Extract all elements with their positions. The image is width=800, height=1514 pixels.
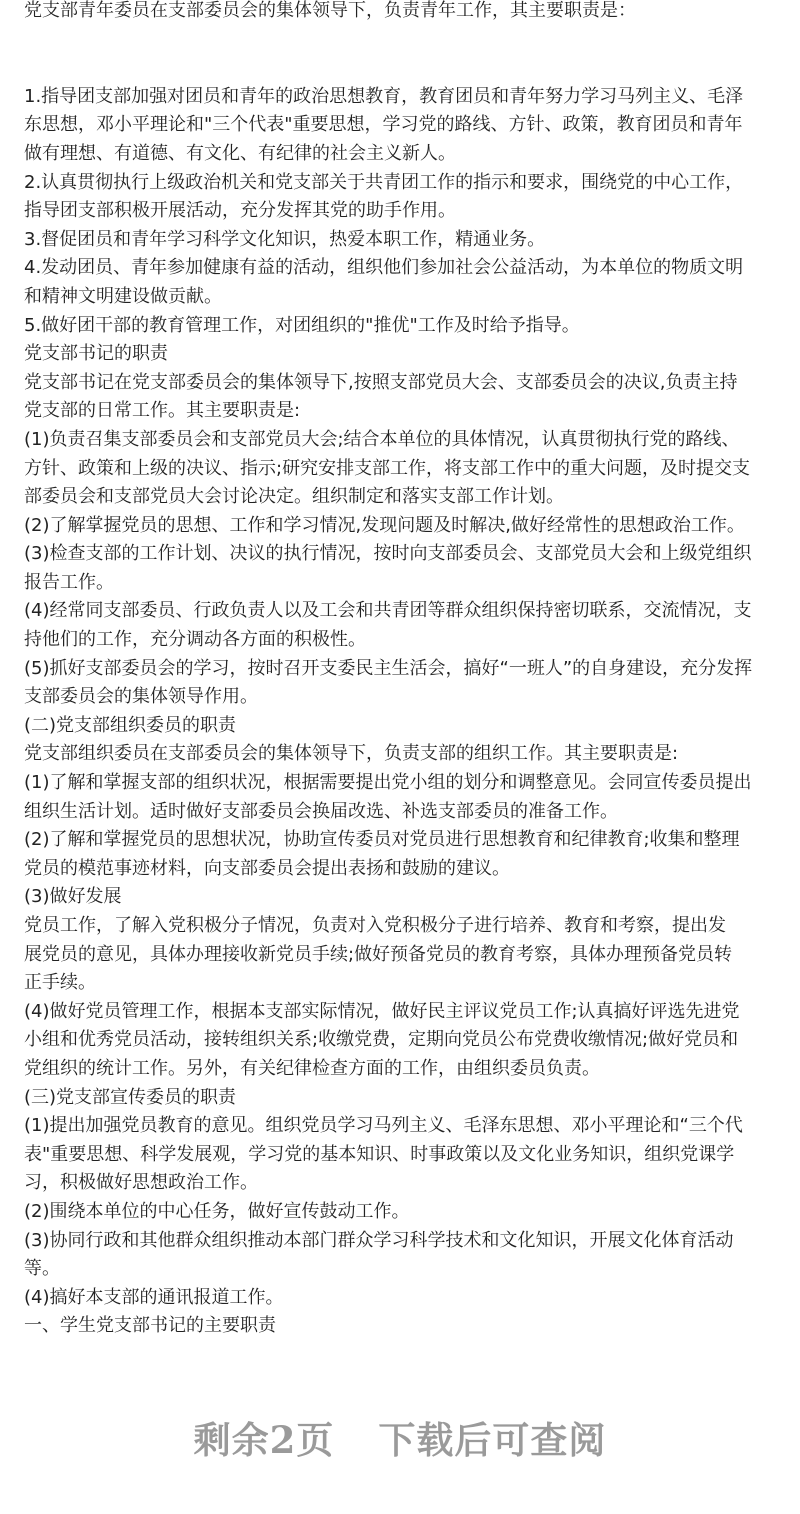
text-line: 4.发动团员、青年参加健康有益的活动，组织他们参加社会公益活动，为本单位的物质文明 bbox=[24, 257, 744, 279]
text-line: 一、学生党支部书记的主要职责 bbox=[24, 1315, 276, 1337]
text-line: 党支部的日常工作。其主要职责是: bbox=[24, 400, 301, 422]
text-line: (1)负责召集支部委员会和支部党员大会;结合本单位的具体情况，认真贯彻执行党的路线、 bbox=[24, 428, 740, 450]
text-line: 做有理想、有道德、有文化、有纪律的社会主义新人。 bbox=[24, 142, 456, 164]
text-line: (2)围绕本单位的中心任务，做好宣传鼓动工作。 bbox=[24, 1200, 410, 1222]
text-line: (3)协同行政和其他群众组织推动本部门群众学习科学技术和文化知识，开展文化体育活动 bbox=[24, 1229, 734, 1251]
text-line: 5.做好团干部的教育管理工作，对团组织的"推优"工作及时给予指导。 bbox=[24, 314, 580, 336]
text-line: 正手续。 bbox=[24, 972, 96, 994]
text-line: (2)了解和掌握党员的思想状况，协助宣传委员对党员进行思想教育和纪律教育;收集和整理 bbox=[24, 829, 740, 851]
text-line: 习，积极做好思想政治工作。 bbox=[24, 1172, 258, 1194]
text-line: (3)检查支部的工作计划、决议的执行情况，按时向支部委员会、支部党员大会和上级党组织 bbox=[24, 543, 752, 565]
text-line: 小组和优秀党员活动，接转组织关系;收缴党费，定期向党员公布党费收缴情况;做好党员和 bbox=[24, 1029, 739, 1051]
text-line: 3.督促团员和青年学习科学文化知识，热爱本职工作，精通业务。 bbox=[24, 228, 546, 250]
text-line: (5)抓好支部委员会的学习，按时召开支委民主生活会，搞好“一班人”的自身建设，充分发挥 bbox=[24, 657, 753, 679]
text-line: 党支部组织委员在支部委员会的集体领导下，负责支部的组织工作。其主要职责是: bbox=[24, 743, 679, 765]
text-line: (2)了解掌握党员的思想、工作和学习情况,发现问题及时解决,做好经常性的思想政治工作。 bbox=[24, 514, 745, 536]
text-line: 支部委员会的集体领导作用。 bbox=[24, 686, 258, 708]
text-line: 部委员会和支部党员大会讨论决定。组织制定和落实支部工作计划。 bbox=[24, 486, 564, 508]
text-line: 表"重要思想、科学发展观，学习党的基本知识、时事政策以及文化业务知识，组织党课学 bbox=[24, 1143, 735, 1165]
text-line: (1)提出加强党员教育的意见。组织党员学习马列主义、毛泽东思想、邓小平理论和“三个代 bbox=[24, 1115, 743, 1137]
download-banner[interactable] bbox=[0, 1410, 800, 1464]
document-body bbox=[24, 0, 780, 1341]
text-line: 1.指导团支部加强对团员和青年的政治思想教育，教育团员和青年努力学习马列主义、毛泽 bbox=[24, 85, 744, 107]
text-line bbox=[24, 26, 780, 55]
text-line bbox=[24, 54, 780, 83]
text-line: 组织生活计划。适时做好支部委员会换届改选、补选支部委员的准备工作。 bbox=[24, 800, 618, 822]
text-line: 党员工作，了解入党积极分子情况，负责对入党积极分子进行培养、教育和考察，提出发 bbox=[24, 915, 726, 936]
text-line: (二)党支部组织委员的职责 bbox=[24, 714, 237, 736]
text-line: 东思想，邓小平理论和"三个代表"重要思想，学习党的路线、方针、政策，教育团员和青年 bbox=[24, 114, 743, 136]
text-line: (4)做好党员管理工作，根据本支部实际情况，做好民主评议党员工作;认真搞好评选先进党 bbox=[24, 1000, 740, 1022]
text-line: 指导团支部积极开展活动，充分发挥其党的助手作用。 bbox=[24, 200, 456, 222]
text-line: 展党员的意见，具体办理接收新党员手续;做好预备党员的教育考察，具体办理预备党员转 bbox=[24, 943, 733, 965]
text-line: 报告工作。 bbox=[24, 571, 114, 593]
text-line: 方针、政策和上级的决议、指示;研究安排支部工作，将支部工作中的重大问题，及时提交支 bbox=[24, 457, 751, 479]
text-line: 党支部青年委员在支部委员会的集体领导下，负责青年工作，其主要职责是： bbox=[24, 0, 636, 21]
text-line: 党支部书记在党支部委员会的集体领导下,按照支部党员大会、支部委员会的决议,负责主持 bbox=[24, 371, 738, 393]
remaining-pages-text: 剩余2页 bbox=[193, 1418, 335, 1462]
text-line: (4)搞好本支部的通讯报道工作。 bbox=[24, 1286, 284, 1308]
text-line: 党员的模范事迹材料，向支部委员会提出表扬和鼓励的建议。 bbox=[24, 857, 510, 879]
text-line: 持他们的工作，充分调动各方面的积极性。 bbox=[24, 629, 366, 651]
text-line: (1)了解和掌握支部的组织状况，根据需要提出党小组的划分和调整意见。会同宣传委员提出 bbox=[24, 772, 752, 794]
text-line: 等。 bbox=[24, 1258, 60, 1280]
text-line: 党组织的统计工作。另外，有关纪律检查方面的工作，由组织委员负责。 bbox=[24, 1057, 600, 1079]
download-to-view-text[interactable]: 下载后可查阅 bbox=[378, 1418, 607, 1462]
text-line: 和精神文明建设做贡献。 bbox=[24, 285, 222, 307]
text-line: (4)经常同支部委员、行政负责人以及工会和共青团等群众组织保持密切联系，交流情况，支 bbox=[24, 600, 752, 622]
text-line: (三)党支部宣传委员的职责 bbox=[24, 1086, 237, 1108]
text-line: (3)做好发展 bbox=[24, 886, 122, 908]
text-line: 党支部书记的职责 bbox=[24, 343, 168, 365]
text-line: 2.认真贯彻执行上级政治机关和党支部关于共青团工作的指示和要求，围绕党的中心工作， bbox=[24, 171, 744, 193]
